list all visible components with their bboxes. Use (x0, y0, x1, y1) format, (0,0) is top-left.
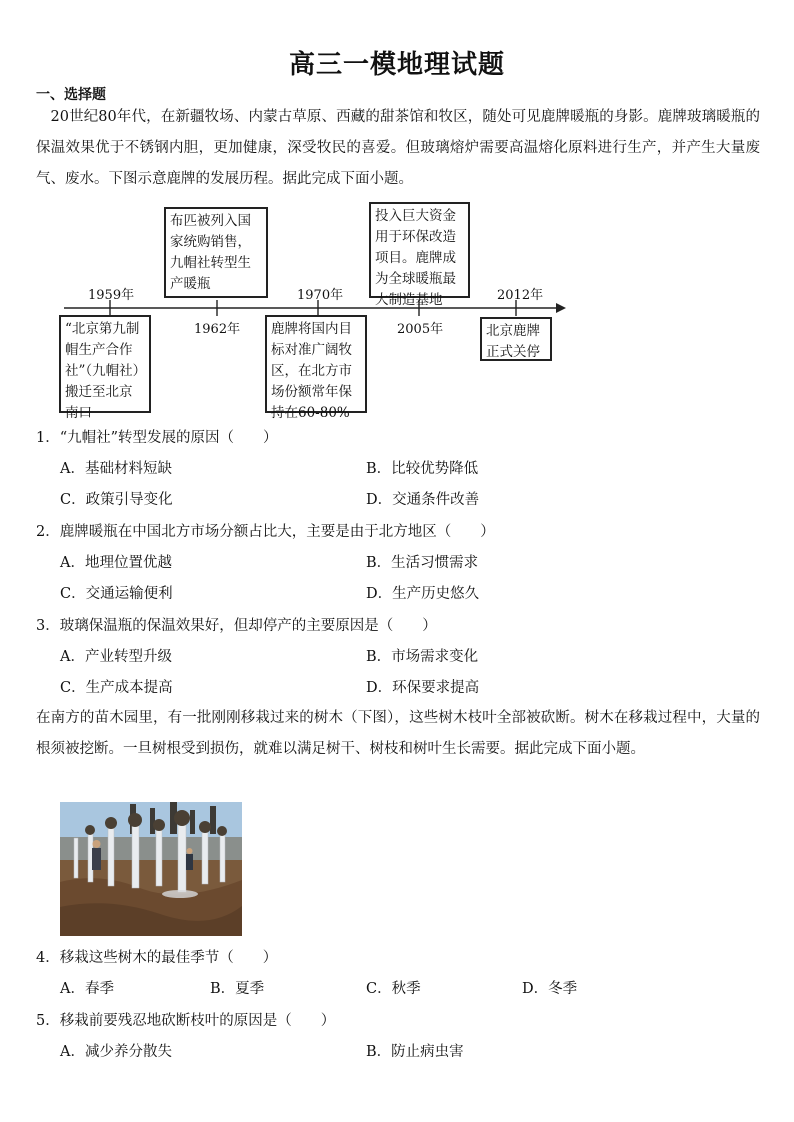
question-2-option-c[interactable]: C．交通运输便利 (60, 586, 173, 602)
page-title: 高三一模地理试题 (288, 50, 505, 80)
timeline-year-1970: 1970年 (297, 288, 344, 303)
question-1-option-d[interactable]: D．交通条件改善 (366, 492, 480, 508)
timeline-year-1962: 1962年 (194, 322, 241, 337)
question-5-option-a[interactable]: A．减少养分散失 (60, 1044, 172, 1060)
question-2-option-b[interactable]: B．生活习惯需求 (366, 555, 479, 571)
timeline-event-1962: 布匹被列入国家统购销售，九帽社转型生产暖瓶 (164, 207, 268, 298)
question-4-option-b[interactable]: B．夏季 (210, 981, 265, 997)
timeline-event-2005: 投入巨大资金用于环保改造项目。鹿牌成为全球暖瓶最大制造基地 (369, 202, 470, 298)
question-3: 3．玻璃保温瓶的保温效果好，但却停产的主要原因是（ ） (36, 618, 437, 634)
timeline-year-2005: 2005年 (397, 322, 444, 337)
intro-paragraph-2: 在南方的苗木园里，有一批刚刚移栽过来的树木（下图），这些树木枝叶全部被砍断。树木在移栽过程中，大量的根须被挖断。一旦树根受到损伤，就难以满足树干、树枝和树叶生长需要。据此完成下面小题。 (36, 710, 760, 757)
question-5-option-b[interactable]: B．防止病虫害 (366, 1044, 464, 1060)
question-1-option-a[interactable]: A．基础材料短缺 (60, 461, 172, 477)
question-2: 2．鹿牌暖瓶在中国北方市场分额占比大，主要是由于北方地区（ ） (36, 524, 495, 540)
timeline-event-2012: 北京鹿牌正式关停 (480, 317, 552, 361)
timeline-year-2012: 2012年 (497, 288, 544, 303)
question-5: 5．移栽前要残忍地砍断枝叶的原因是（ ） (36, 1013, 336, 1029)
question-1: 1．“九帽社”转型发展的原因（ ） (36, 430, 278, 446)
timeline-event-1959: “北京第九制帽生产合作社”（九帽社）搬迁至北京南口 (59, 315, 151, 413)
question-3-option-d[interactable]: D．环保要求提高 (366, 680, 480, 696)
timeline-year-1959: 1959年 (88, 288, 135, 303)
question-4-option-c[interactable]: C．秋季 (366, 981, 421, 997)
question-1-option-b[interactable]: B．比较优势降低 (366, 461, 479, 477)
question-2-option-a[interactable]: A．地理位置优越 (60, 555, 172, 571)
tree-transplant-photo (60, 802, 242, 936)
intro-paragraph-1: 20世纪80年代，在新疆牧场、内蒙古草原、西藏的甜茶馆和牧区，随处可见鹿牌暖瓶的身影。鹿牌玻璃暖瓶的保温效果优于不锈钢内胆，更加健康，深受牧民的喜爱。但玻璃熔炉需要高温熔化原料进行生产，并产生大量废气、废水。下图示意鹿牌的发展历程。据此完成下面小题。 (36, 109, 760, 187)
question-3-option-a[interactable]: A．产业转型升级 (60, 649, 172, 665)
question-3-option-b[interactable]: B．市场需求变化 (366, 649, 479, 665)
question-4: 4．移栽这些树木的最佳季节（ ） (36, 950, 278, 966)
question-2-option-d[interactable]: D．生产历史悠久 (366, 586, 480, 602)
question-4-option-d[interactable]: D．冬季 (522, 981, 578, 997)
question-1-option-c[interactable]: C．政策引导变化 (60, 492, 173, 508)
question-4-option-a[interactable]: A．春季 (60, 981, 114, 997)
question-3-option-c[interactable]: C．生产成本提高 (60, 680, 173, 696)
timeline-event-1970: 鹿牌将国内目标对准广阔牧区，在北方市场份额常年保持在60-80% (265, 315, 367, 413)
section-heading: 一、选择题 (36, 87, 106, 103)
